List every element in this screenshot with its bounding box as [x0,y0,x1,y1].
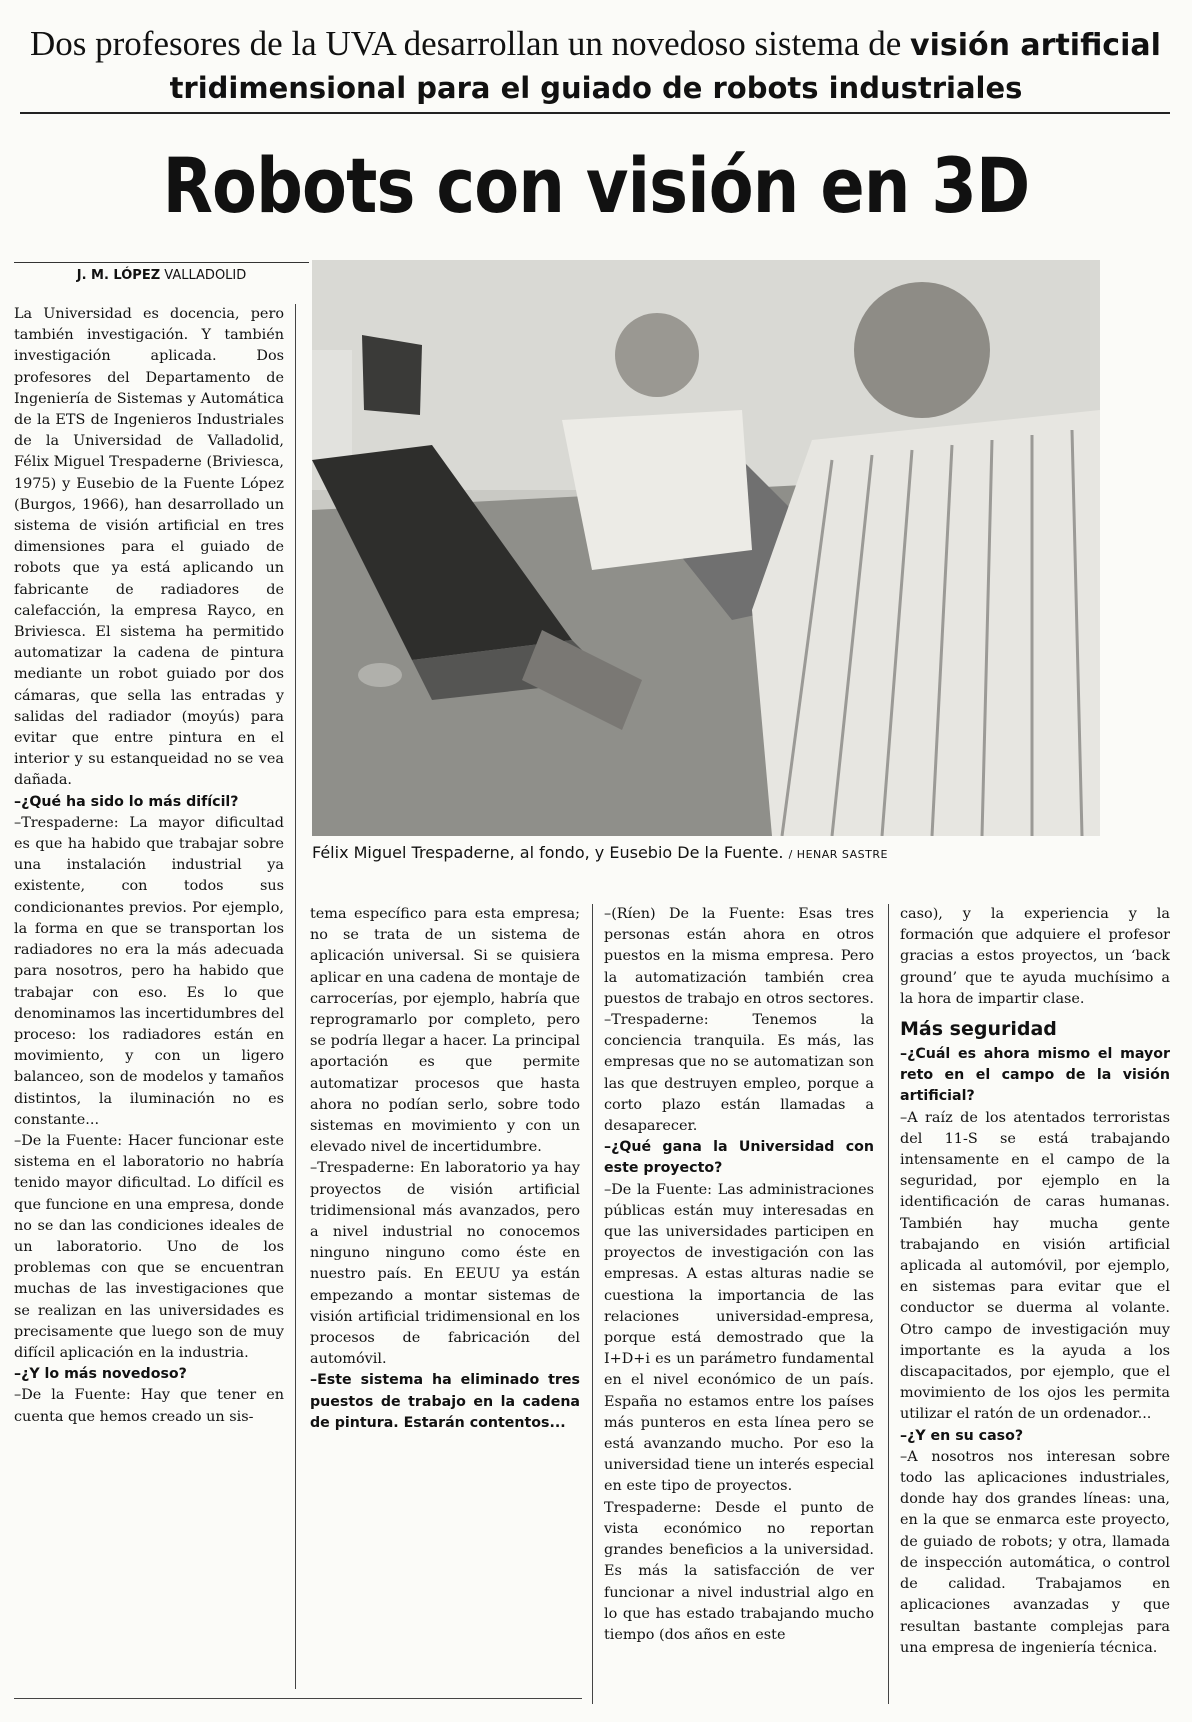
paragraph: –A nosotros nos interesan sobre todo las aplicaciones industriales, donde hay dos grandes líneas: una, en la que se enmarca este proyecto, de guiado de robots; y otra, llamada de inspección automática, o control de calidad. Trabajamos en aplicaciones avanzadas y que resultan bastante complejas para una empresa de ingeniería técnica. [900,1448,1170,1656]
caption-text: Félix Miguel Trespaderne, al fondo, y Eusebio De la Fuente. [312,843,784,862]
paragraph: –(Ríen) De la Fuente: Esas tres personas están ahora en otros puestos en la misma empresa. Pero la automatización también crea puestos de trabajo en otros sectores. [604,906,874,1007]
paragraph: –A raíz de los atentados terroristas del 11-S se está trabajando intensamente en el campo de la seguridad, por ejemplo en la identificación de caras humanas. También hay mucha gente trabajando en visión artificial aplicada al automóvil, por ejemplo, en sistemas para evitar que el conductor se duerma al volante. Otro campo de investigación muy importante es la ayuda a los discapacitados, por ejemplo, que el movimiento de los ojos les permita utilizar el ratón de un ordenador... [900,1109,1170,1423]
byline-rule [14,262,309,263]
paragraph: –Trespaderne: Tenemos la conciencia tranquila. Es más, las empresas que no se automatizan son las que destruyen empleo, porque a corto plazo están llamadas a desaparecer. [604,1012,874,1135]
column-rule [888,904,889,1704]
byline-place: VALLADOLID [164,268,247,283]
paragraph: Trespaderne: Desde el punto de vista económico no reportan grandes beneficios a la universidad. Es más la satisfacción de ver funcionar a nivel industrial algo en lo que has estado trabajando mucho tiempo (dos años en este [604,1499,874,1643]
interview-question: –¿Qué gana la Universidad con este proyecto? [604,1139,874,1177]
column-end-rule [14,1698,582,1699]
photo-credit: / HENAR SASTRE [788,848,888,861]
byline [14,266,309,286]
section-heading: Más seguridad [900,1018,1057,1041]
interview-question: –¿Cuál es ahora mismo el mayor reto en el campo de la visión artificial? [900,1046,1170,1105]
header-rule [20,112,1170,114]
paragraph: –De la Fuente: Hay que tener en cuenta que hemos creado un sis- [14,1387,284,1425]
kicker-line-1-bold: visión artificial [910,28,1161,63]
interview-question: –¿Y lo más novedoso? [14,1366,187,1383]
interview-question: –¿Y en su caso? [900,1427,1024,1444]
column-rule [295,304,296,1689]
paragraph: tema específico para esta empresa; no se trata de un sistema de aplicación universal. Si se quisiera aplicar en una cadena de montaje de carrocerías, por ejemplo, habría que reprogramarlo por completo, pero se podría llegar a hacer. La principal aportación es que permite automatizar procesos que hasta ahora no podían serlo, sobre todo sistemas en movimiento y con un elevado nivel de incertidumbre. [310,906,580,1156]
interview-question: –¿Qué ha sido lo más difícil? [14,793,239,810]
byline-author: J. M. LÓPEZ [76,268,161,283]
article-column-2 [310,904,580,1704]
article-column-4 [900,904,1170,1704]
headline: Robots con visión en 3D [162,141,1030,230]
interview-question: –Este sistema ha eliminado tres puestos de trabajo en la cadena de pintura. Estarán contentos... [310,1372,580,1431]
article-photo [312,260,1100,836]
paragraph: caso), y la experiencia y la formación que adquiere el profesor gracias a estos proyectos, un ‘back ground’ que te ayuda muchísimo a la hora de impartir clase. [900,906,1170,1007]
article-column-3 [604,904,874,1694]
paragraph: La Universidad es docencia, pero también investigación. Y también investigación aplicada. Dos profesores del Departamento de Ingeniería de Sistemas y Automática de la ETS de Ingenieros Industriales de la Universidad de Valladolid, Félix Miguel Trespaderne (Briviesca, 1975) y Eusebio de la Fuente López (Burgos, 1966), han desarrollado un sistema de visión artificial en tres dimensiones para el guiado de robots que ya está aplicando un fabricante de radiadores de calefacción, la empresa Rayco, en Briviesca. El sistema ha permitido automatizar la cadena de pintura mediante un robot guiado por dos cámaras, que sella las entradas y salidas del radiador (moyús) para evitar que entre pintura en el interior y su estanqueidad no se vea dañada. [14,306,284,789]
kicker-line-1-text: Dos profesores de la UVA desarrollan un novedoso sistema de [30,24,911,63]
column-rule [592,904,593,1704]
paragraph: –Trespaderne: En laboratorio ya hay proyectos de visión artificial tridimensional más avanzados, pero a nivel industrial no conocemos ninguno ninguno como éste en nuestro país. En EEUU ya están empezando a montar sistemas de visión artificial tridimensional en los procesos de fabricación del automóvil. [310,1160,580,1368]
paragraph: –Trespaderne: La mayor dificultad es que ha habido que trabajar sobre una instalación industrial ya existente, con todos sus condicionantes previos. Por ejemplo, la forma en que se transportan los radiadores no era la más adecuada para nosotros, pero ha habido que trabajar con eso. Es lo que denominamos las incertidumbres del proceso: los radiadores están en movimiento, y con un ligero balanceo, son de modelos y tamaños distintos, la iluminación no es constante... [14,814,284,1128]
article-column-1 [14,304,284,1689]
photo-caption [312,842,1100,866]
kicker-line-2: tridimensional para el guiado de robots industriales [169,71,1023,105]
paragraph: –De la Fuente: Las administraciones públicas están muy interesadas en que las universidades participen en proyectos de investigación con las empresas. A estas alturas nadie se cuestiona la importancia de las relaciones universidad-empresa, porque está demostrado que la I+D+i es un parámetro fundamental en el nivel económico de un país. España no estamos entre los países más punteros en esta línea pero se está avanzando mucho. Por eso la universidad tiene un interés especial en este tipo de proyectos. [604,1181,874,1495]
paragraph: –De la Fuente: Hacer funcionar este sistema en el laboratorio no habría tenido mayor dificultad. Lo difícil es que funcione en una empresa, donde no se dan las condiciones ideales de un laboratorio. Uno de los problemas con que se encuentran muchas de las investigaciones que se realizan en las universidades es precisamente que luego son de muy difícil aplicación en la industria. [14,1132,284,1361]
kicker-line-1 [30,22,1160,68]
